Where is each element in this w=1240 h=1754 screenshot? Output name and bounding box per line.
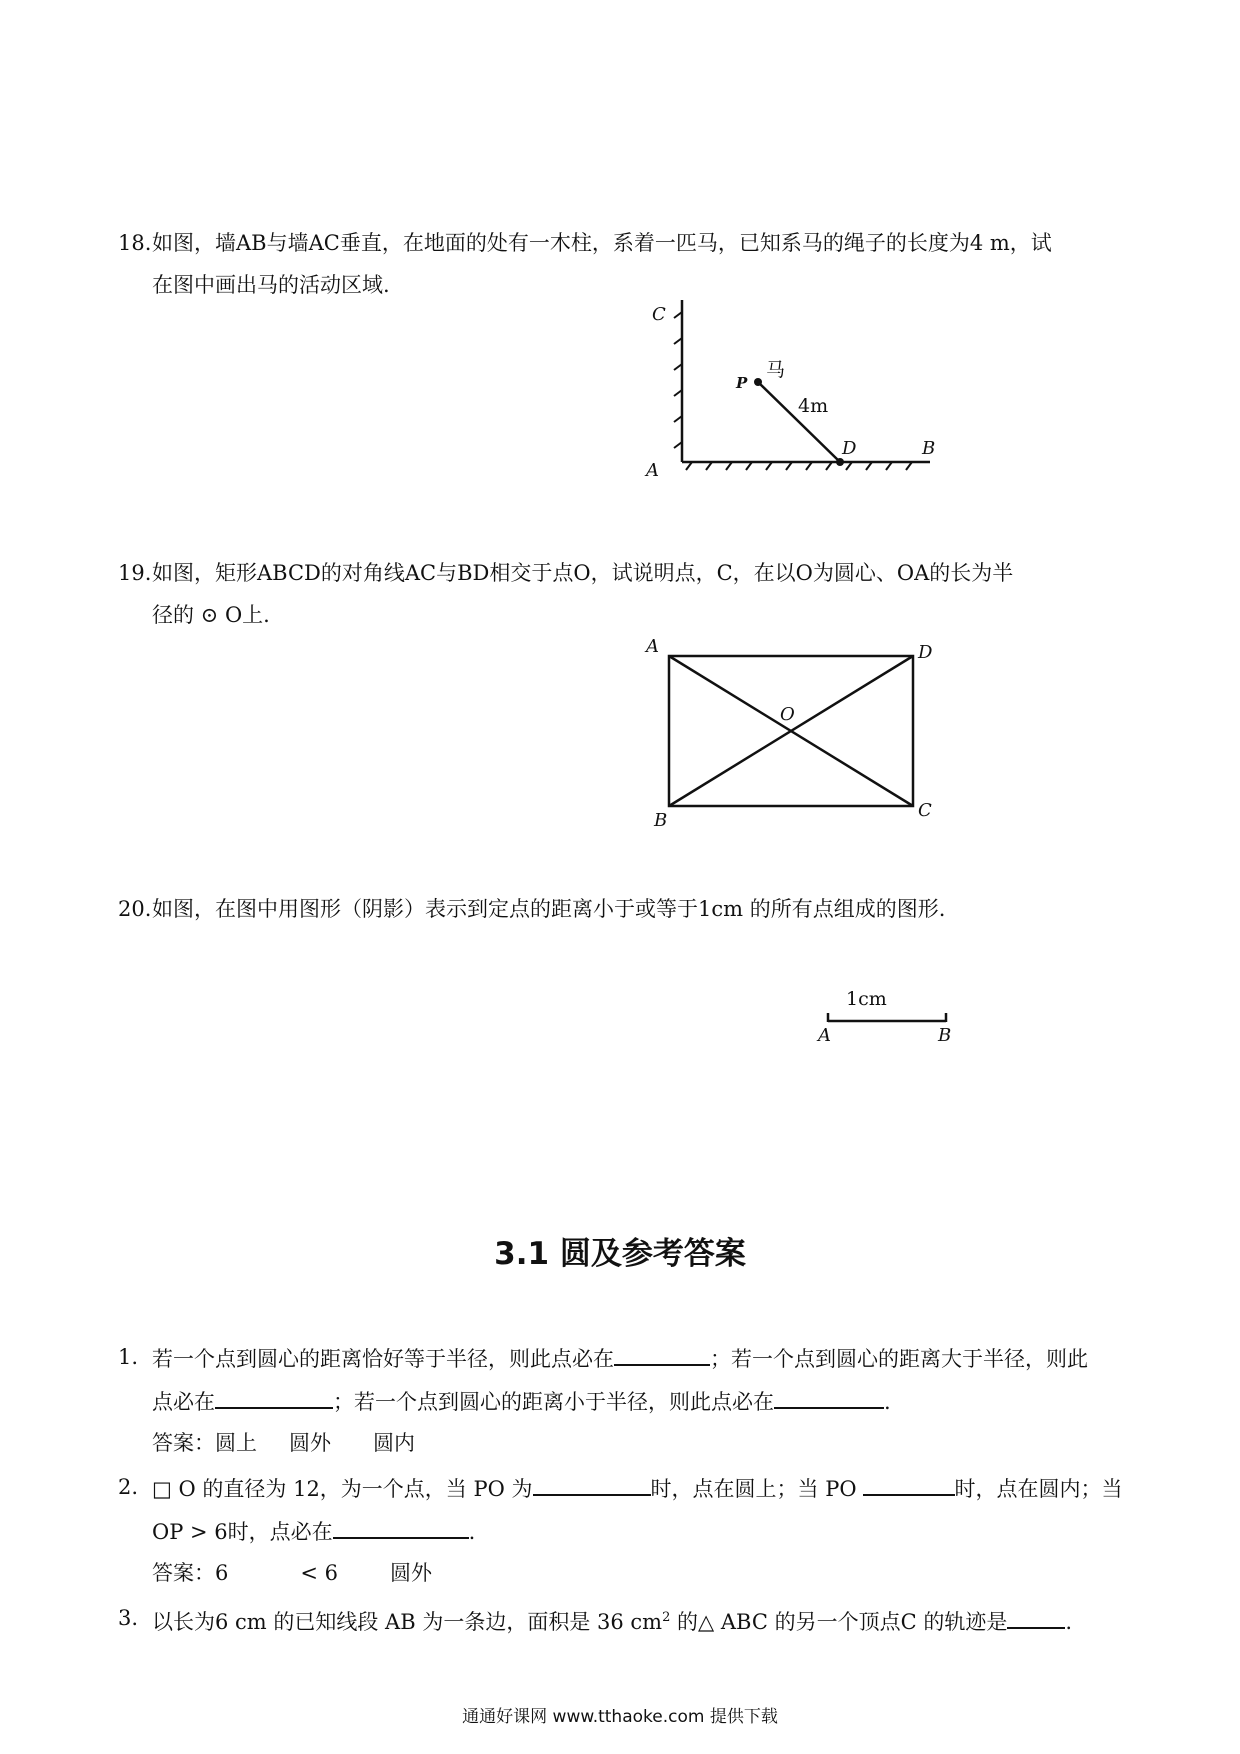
- label-a: A: [646, 460, 659, 481]
- label-rope-length: 4m: [798, 395, 829, 417]
- answer-blank[interactable]: [215, 1385, 333, 1409]
- label-b: B: [938, 1025, 952, 1045]
- answer-value: 圆外: [289, 1431, 331, 1455]
- label-d: D: [918, 642, 933, 663]
- a1-line1-part2: ；若一个点到圆心的距离大于半径，则此: [710, 1347, 1088, 1371]
- answer-value: 圆上: [215, 1431, 257, 1455]
- answer-value: 6: [215, 1561, 229, 1585]
- a2-line1: [152, 1472, 1123, 1504]
- q18-figure: [640, 290, 960, 490]
- answer-value: 圆内: [373, 1431, 415, 1455]
- q18-number: 18.: [118, 231, 152, 255]
- a2-line1-part3: 时，点在圆内；当: [954, 1477, 1123, 1501]
- answer-blank[interactable]: [333, 1515, 469, 1539]
- a2-line1-part2: 时，点在圆上；当 PO: [650, 1477, 857, 1501]
- a1-line2: [152, 1385, 891, 1417]
- label-length: 1cm: [846, 988, 887, 1010]
- a1-line1-part1: 若一个点到圆心的距离恰好等于半径，则此点必在: [152, 1347, 614, 1371]
- a3-line1-part2: 的△ ABC 的另一个顶点C 的轨迹是: [670, 1610, 1008, 1634]
- footer: 通通好课网 www.tthaoke.com 提供下载: [462, 1707, 778, 1727]
- answer-value: < 6: [300, 1561, 339, 1585]
- a2-line2-part2: .: [468, 1520, 476, 1544]
- label-p: P: [736, 374, 748, 392]
- label-c: C: [918, 800, 932, 821]
- a3-line1: [152, 1603, 1072, 1637]
- a1-number: 1.: [118, 1345, 139, 1369]
- answer-blank[interactable]: [1007, 1605, 1065, 1629]
- a2-line2-part1: OP > 6时，点必在: [152, 1520, 333, 1544]
- label-b: B: [922, 438, 936, 459]
- answer-value: 圆外: [390, 1561, 433, 1585]
- a2-number: 2.: [118, 1475, 139, 1499]
- q20-figure: [800, 975, 980, 1045]
- a1-line1: [152, 1342, 1088, 1374]
- section-title: 3.1 圆及参考答案: [494, 1236, 746, 1272]
- a1-line2-part1: 点必在: [152, 1390, 215, 1414]
- label-o: O: [780, 704, 795, 725]
- a3-number: 3.: [118, 1606, 139, 1630]
- point-p: [754, 378, 762, 386]
- answer-blank[interactable]: [774, 1385, 884, 1409]
- q20-number: 20.: [118, 897, 152, 921]
- label-b: B: [654, 810, 668, 830]
- q20-text-line1: 如图，在图中用图形（阴影）表示到定点的距离小于或等于1cm 的所有点组成的图形.: [152, 897, 946, 921]
- rope-pd: [758, 382, 840, 462]
- a2-answer-line: [152, 1558, 432, 1588]
- a3-line1-part1: 以长为6 cm 的已知线段 AB 为一条边，面积是 36 cm: [152, 1610, 663, 1634]
- answer-label: 答案：: [152, 1431, 215, 1455]
- label-a: A: [646, 636, 659, 657]
- q19-text-line1: 如图，矩形ABCD的对角线AC与BD相交于点O，试说明点，C，在以O为圆心、OA的长为半: [152, 561, 1014, 585]
- a2-line2: [152, 1515, 475, 1547]
- answer-blank[interactable]: [863, 1472, 955, 1496]
- a2-line1-part1: □ O 的直径为 12，为一个点，当 PO 为: [152, 1477, 533, 1501]
- a1-answer-line: [152, 1428, 415, 1458]
- label-c: C: [652, 304, 666, 325]
- q19-text-line2: 径的 ⊙ O上.: [152, 603, 270, 627]
- q19-number: 19.: [118, 561, 152, 585]
- q19-figure: [640, 630, 940, 830]
- a1-line2-part2: ；若一个点到圆心的距离小于半径，则此点必在: [333, 1390, 774, 1414]
- point-d: [836, 458, 844, 466]
- superscript: 2: [662, 1610, 671, 1625]
- answer-blank[interactable]: [614, 1342, 710, 1366]
- a1-line2-part3: .: [884, 1390, 891, 1414]
- label-horse: 马: [766, 359, 786, 381]
- q18-text-line2: 在图中画出马的活动区域.: [152, 273, 390, 297]
- a3-line1-part3: .: [1065, 1610, 1073, 1634]
- label-a: A: [818, 1025, 831, 1045]
- q18-text-line1: 如图，墙AB与墙AC垂直，在地面的处有一木柱，系着一匹马，已知系马的绳子的长度为4 m，试: [152, 231, 1052, 255]
- answer-blank[interactable]: [533, 1472, 651, 1496]
- label-d: D: [842, 438, 857, 459]
- answer-label: 答案：: [152, 1561, 215, 1585]
